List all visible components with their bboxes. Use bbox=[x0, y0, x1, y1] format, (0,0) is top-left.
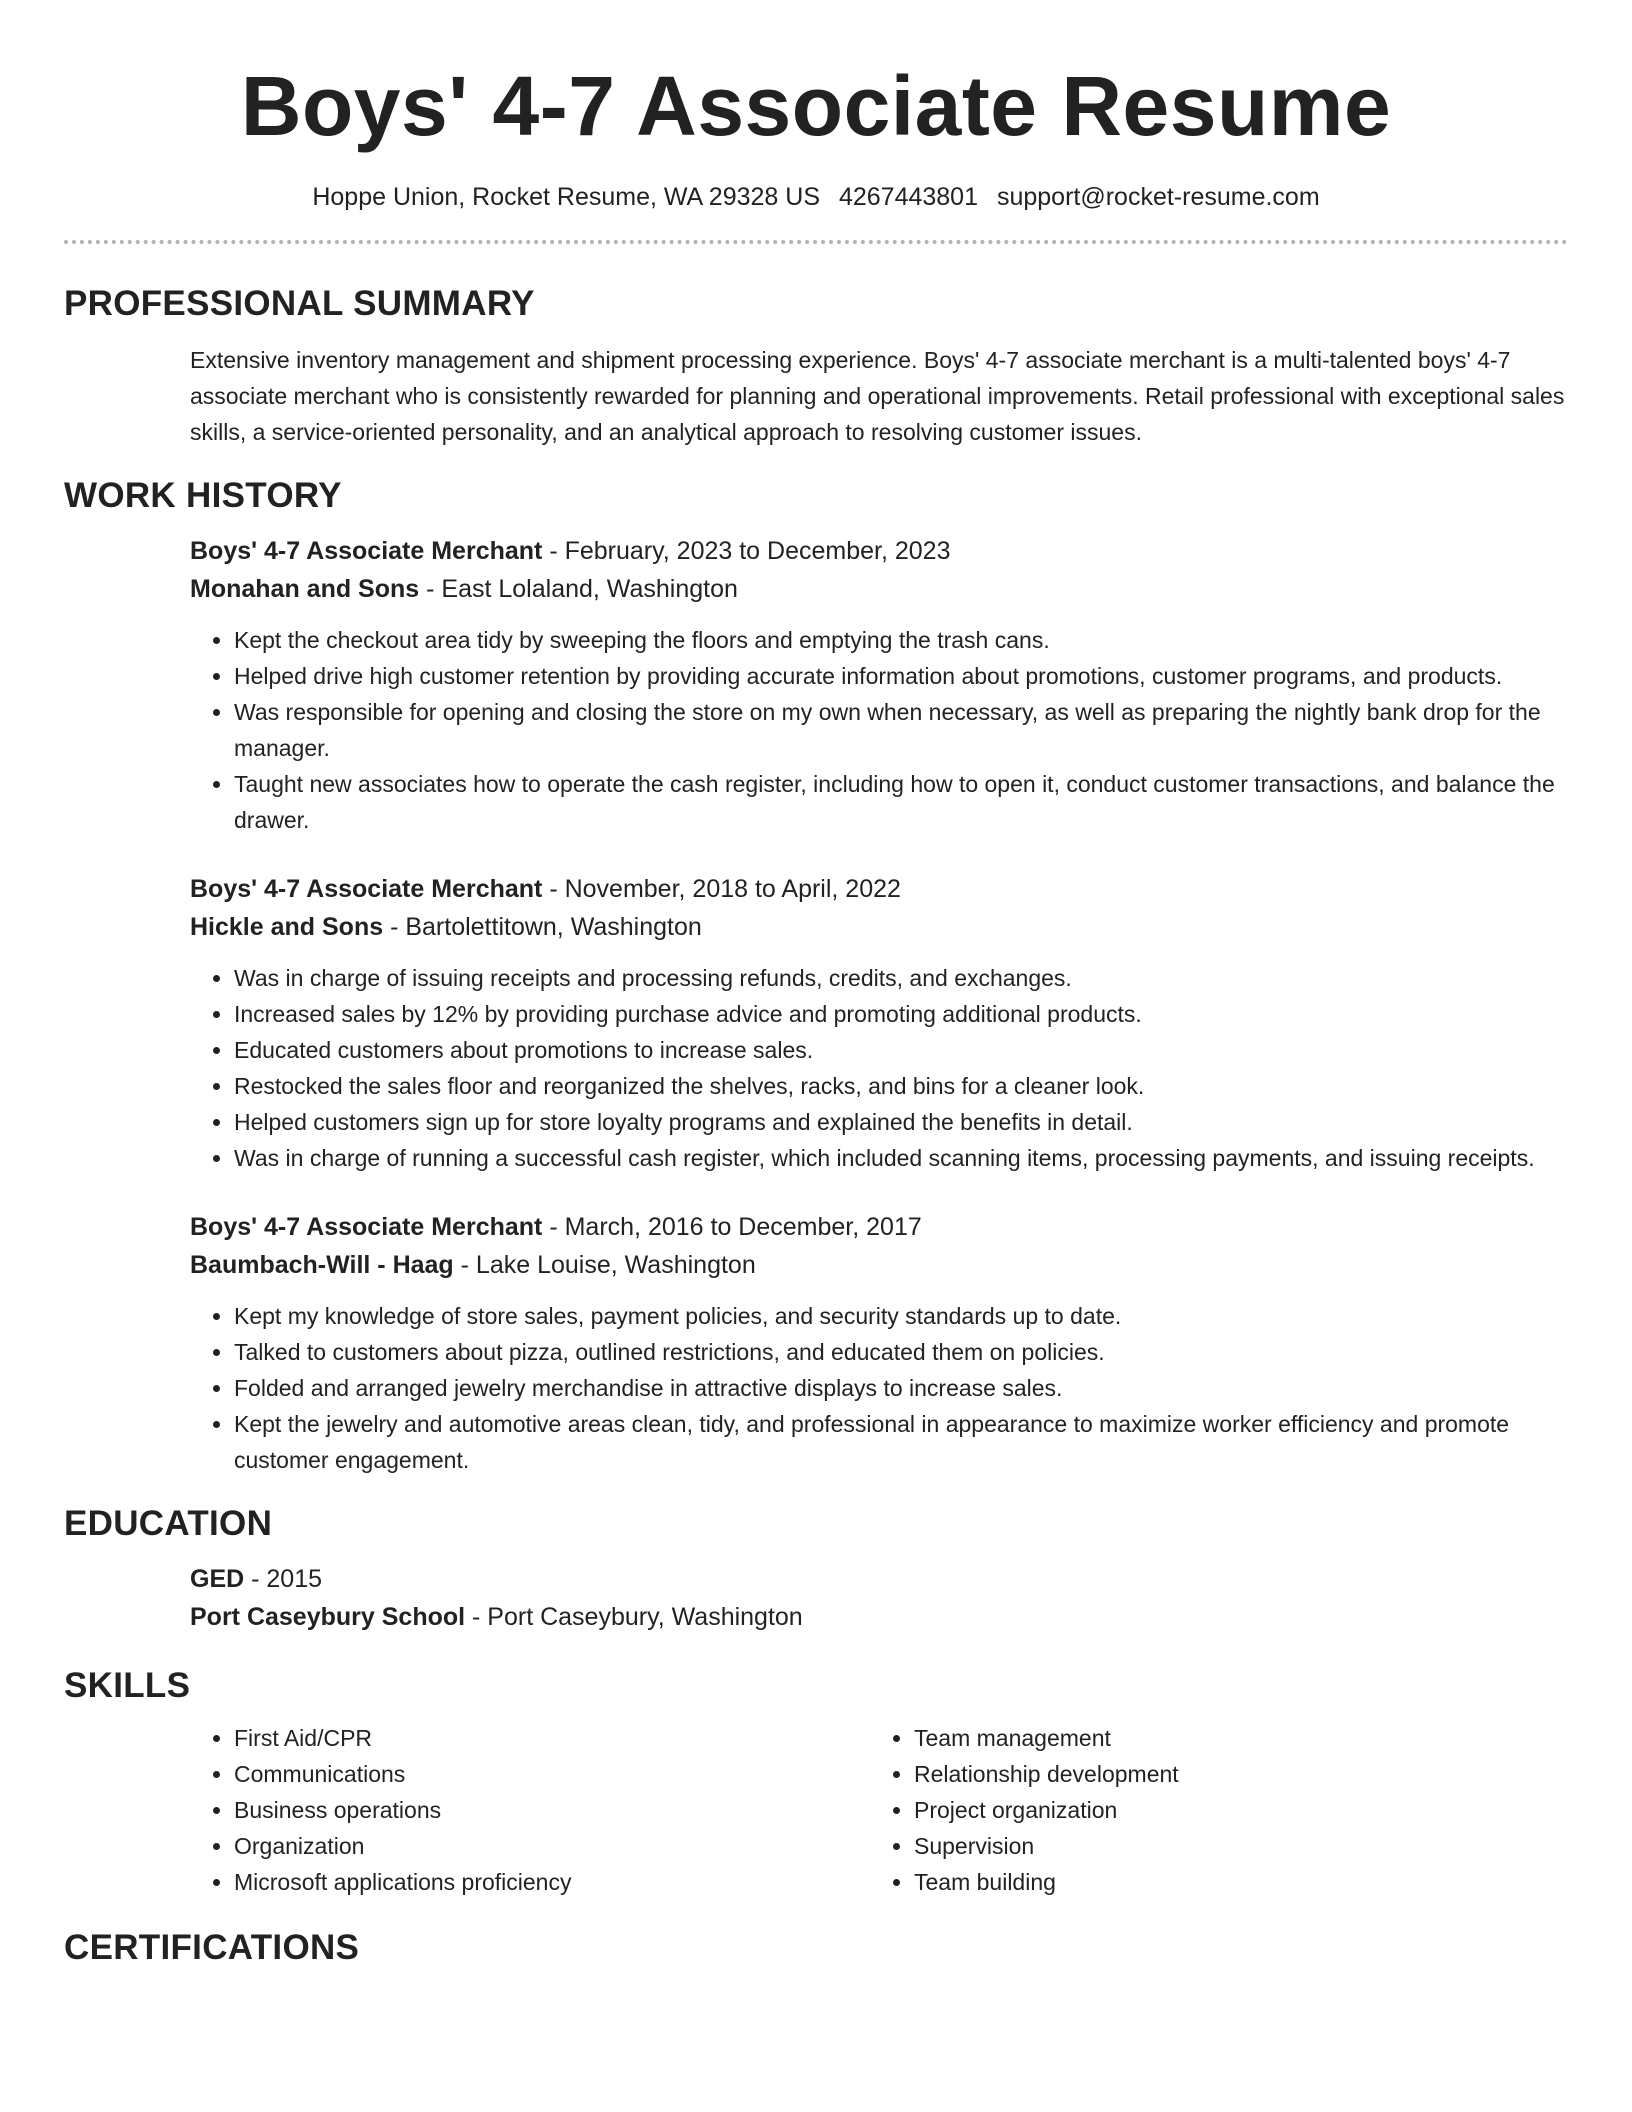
job-company-line bbox=[190, 1246, 1568, 1284]
list-item: • Taught new associates how to operate the cash register, including how to open it, conduct customer transactions, and balance the drawer. bbox=[234, 766, 1568, 838]
job-company-line bbox=[190, 908, 1568, 946]
certifications-heading: CERTIFICATIONS bbox=[64, 1928, 360, 1967]
skills-list-right bbox=[870, 1720, 1550, 1900]
education-location: - Port Caseybury, Washington bbox=[465, 1603, 803, 1631]
list-item: • Communications bbox=[234, 1756, 870, 1792]
contact-phone: 4267443801 bbox=[838, 183, 978, 211]
job-location: - Lake Louise, Washington bbox=[453, 1251, 756, 1279]
job-company: Hickle and Sons bbox=[190, 913, 384, 941]
list-item: • Project organization bbox=[914, 1792, 1550, 1828]
skills-list-left bbox=[190, 1720, 870, 1900]
job-entry bbox=[190, 1208, 1568, 1478]
list-item: • Supervision bbox=[914, 1828, 1550, 1864]
work-section bbox=[64, 474, 1568, 1478]
list-item: • Team building bbox=[914, 1864, 1550, 1900]
job-dates: - November, 2018 to April, 2022 bbox=[542, 875, 901, 903]
job-title-line bbox=[190, 870, 1568, 908]
summary-heading: PROFESSIONAL SUMMARY bbox=[64, 284, 535, 323]
education-school-line bbox=[190, 1598, 1568, 1636]
contact-address: Hoppe Union, Rocket Resume, WA 29328 US bbox=[312, 183, 820, 211]
job-title: Boys' 4-7 Associate Merchant bbox=[190, 1213, 543, 1241]
skills-section bbox=[64, 1664, 1568, 1900]
list-item: • Kept the checkout area tidy by sweeping the floors and emptying the trash cans. bbox=[234, 622, 1568, 658]
list-item: • Folded and arranged jewelry merchandise in attractive displays to increase sales. bbox=[234, 1370, 1568, 1406]
certifications-section bbox=[64, 1926, 1568, 1970]
job-title: Boys' 4-7 Associate Merchant bbox=[190, 875, 543, 903]
list-item: • Relationship development bbox=[914, 1756, 1550, 1792]
list-item: • Talked to customers about pizza, outlined restrictions, and educated them on policies. bbox=[234, 1334, 1568, 1370]
list-item: • Was in charge of issuing receipts and processing refunds, credits, and exchanges. bbox=[234, 960, 1568, 996]
job-entry bbox=[190, 532, 1568, 838]
job-bullets bbox=[190, 622, 1568, 838]
job-entry bbox=[190, 870, 1568, 1176]
list-item: • Was in charge of running a successful cash register, which included scanning items, processing payments, and issuing receipts. bbox=[234, 1140, 1568, 1176]
list-item: • Helped drive high customer retention by providing accurate information about promotions, customer programs, and products. bbox=[234, 658, 1568, 694]
job-bullets bbox=[190, 1298, 1568, 1478]
list-item: • Organization bbox=[234, 1828, 870, 1864]
list-item: • Was responsible for opening and closing the store on my own when necessary, as well as preparing the nightly bank drop for the manager. bbox=[234, 694, 1568, 766]
education-school: Port Caseybury School bbox=[190, 1603, 466, 1631]
job-title-line bbox=[190, 532, 1568, 570]
list-item: • Increased sales by 12% by providing purchase advice and promoting additional products. bbox=[234, 996, 1568, 1032]
resume-title: Boys' 4-7 Associate Resume bbox=[240, 59, 1392, 153]
skills-heading: SKILLS bbox=[64, 1666, 191, 1705]
job-dates: - March, 2016 to December, 2017 bbox=[542, 1213, 922, 1241]
education-degree-line bbox=[190, 1560, 1568, 1598]
job-title: Boys' 4-7 Associate Merchant bbox=[190, 537, 543, 565]
list-item: • Restocked the sales floor and reorganized the shelves, racks, and bins for a cleaner look. bbox=[234, 1068, 1568, 1104]
resume-page bbox=[64, 0, 1568, 1970]
job-company: Monahan and Sons bbox=[190, 575, 420, 603]
list-item: • Kept my knowledge of store sales, payment policies, and security standards up to date. bbox=[234, 1298, 1568, 1334]
job-title-line bbox=[190, 1208, 1568, 1246]
education-section bbox=[64, 1502, 1568, 1636]
contact-email: support@rocket-resume.com bbox=[996, 183, 1320, 211]
summary-text: Extensive inventory management and shipment processing experience. Boys' 4-7 associate merchant is a multi-talented boys' 4-7 associate merchant who is consistently rewarded for planning and operational improvements. Retail professional with exceptional sales skills, a service-oriented personality, and an analytical approach to resolving customer issues. bbox=[190, 347, 1565, 445]
list-item: • Educated customers about promotions to increase sales. bbox=[234, 1032, 1568, 1068]
job-dates: - February, 2023 to December, 2023 bbox=[542, 537, 951, 565]
list-item: • Kept the jewelry and automotive areas clean, tidy, and professional in appearance to maximize worker efficiency and promote customer engagement. bbox=[234, 1406, 1568, 1478]
list-item: • Business operations bbox=[234, 1792, 870, 1828]
list-item: • Microsoft applications proficiency bbox=[234, 1864, 870, 1900]
education-year: - 2015 bbox=[244, 1565, 323, 1593]
education-heading: EDUCATION bbox=[64, 1504, 273, 1543]
skills-columns bbox=[190, 1720, 1568, 1900]
job-location: - Bartolettitown, Washington bbox=[383, 913, 702, 941]
job-bullets bbox=[190, 960, 1568, 1176]
job-location: - East Lolaland, Washington bbox=[419, 575, 738, 603]
job-company-line bbox=[190, 570, 1568, 608]
summary-section bbox=[64, 282, 1568, 450]
work-heading: WORK HISTORY bbox=[64, 476, 342, 515]
job-company: Baumbach-Will - Haag bbox=[190, 1251, 454, 1279]
list-item: • First Aid/CPR bbox=[234, 1720, 870, 1756]
list-item: • Team management bbox=[914, 1720, 1550, 1756]
education-degree: GED bbox=[190, 1565, 245, 1593]
list-item: • Helped customers sign up for store loyalty programs and explained the benefits in detail. bbox=[234, 1104, 1568, 1140]
contact-line bbox=[64, 180, 1568, 214]
header-divider bbox=[64, 240, 1568, 244]
